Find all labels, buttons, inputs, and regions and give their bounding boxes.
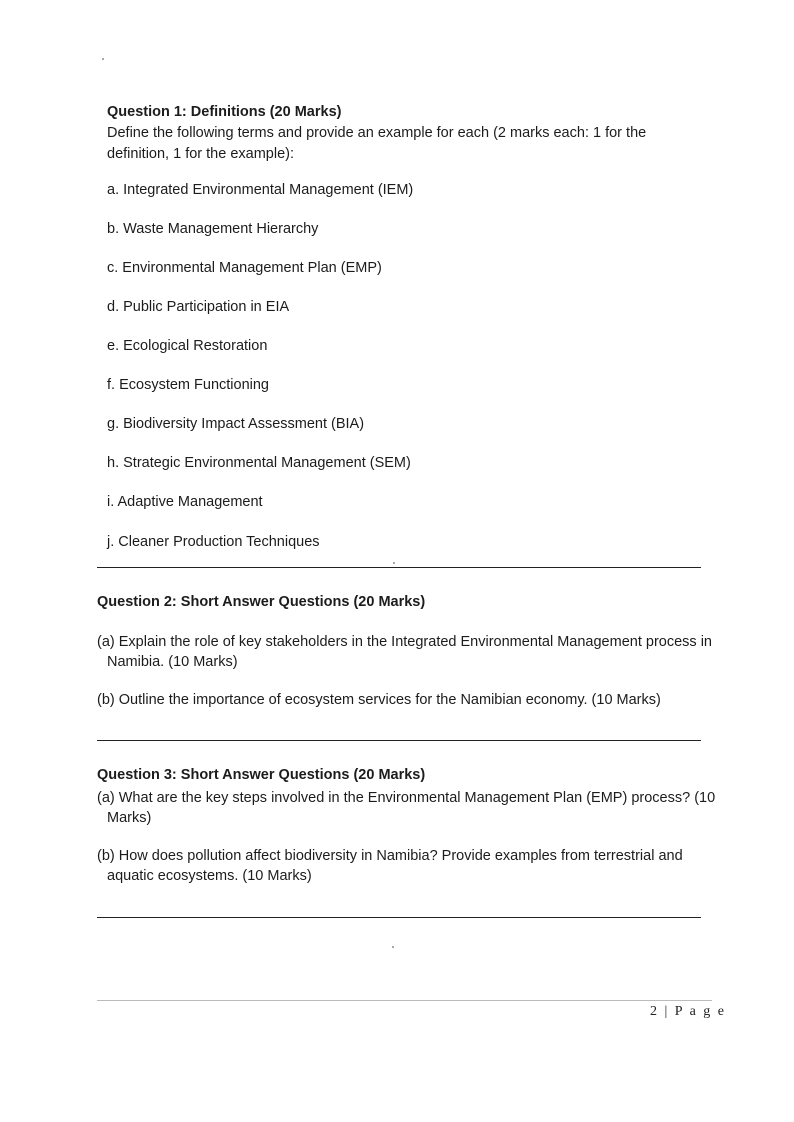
term-item: d. Public Participation in EIA: [107, 299, 290, 315]
term-item: i. Adaptive Management: [107, 494, 263, 510]
term-item: c. Environmental Management Plan (EMP): [107, 260, 382, 276]
question-2-item-a: (a) Explain the role of key stakeholders in the Integrated Environmental Management process in Namibia. (10 Marks): [97, 634, 712, 670]
scan-speck: [393, 562, 395, 564]
section-divider: [97, 917, 701, 918]
term-item: j. Cleaner Production Techniques: [107, 534, 320, 550]
scan-speck: [392, 946, 394, 948]
question-3-title: Question 3: Short Answer Questions (20 Marks): [97, 767, 426, 783]
question-2-title: Question 2: Short Answer Questions (20 Marks): [97, 594, 426, 610]
question-1-instructions: Define the following terms and provide an example for each (2 marks each: 1 for the definition, 1 for the example):: [107, 125, 647, 162]
footer-divider: [97, 1000, 712, 1001]
scan-speck: [102, 58, 104, 60]
term-item: b. Waste Management Hierarchy: [107, 221, 319, 237]
question-3-item-a: (a) What are the key steps involved in the Environmental Management Plan (EMP) process? (10 Marks): [97, 790, 716, 826]
term-item: g. Biodiversity Impact Assessment (BIA): [107, 416, 365, 432]
term-item: f. Ecosystem Functioning: [107, 377, 269, 393]
question-3-item-b: (b) How does pollution affect biodiversity in Namibia? Provide examples from terrestrial and aquatic ecosystems. (10 Marks): [97, 848, 683, 884]
question-2-item-b: (b) Outline the importance of ecosystem services for the Namibian economy. (10 Marks): [97, 692, 661, 708]
question-1-title: Question 1: Definitions (20 Marks): [107, 104, 342, 120]
section-divider: [97, 740, 701, 741]
term-item: e. Ecological Restoration: [107, 338, 268, 354]
term-item: a. Integrated Environmental Management (IEM): [107, 182, 414, 198]
section-divider: [97, 567, 701, 568]
page-number: 2 | P a g e: [650, 1004, 726, 1019]
term-item: h. Strategic Environmental Management (SEM): [107, 455, 411, 471]
